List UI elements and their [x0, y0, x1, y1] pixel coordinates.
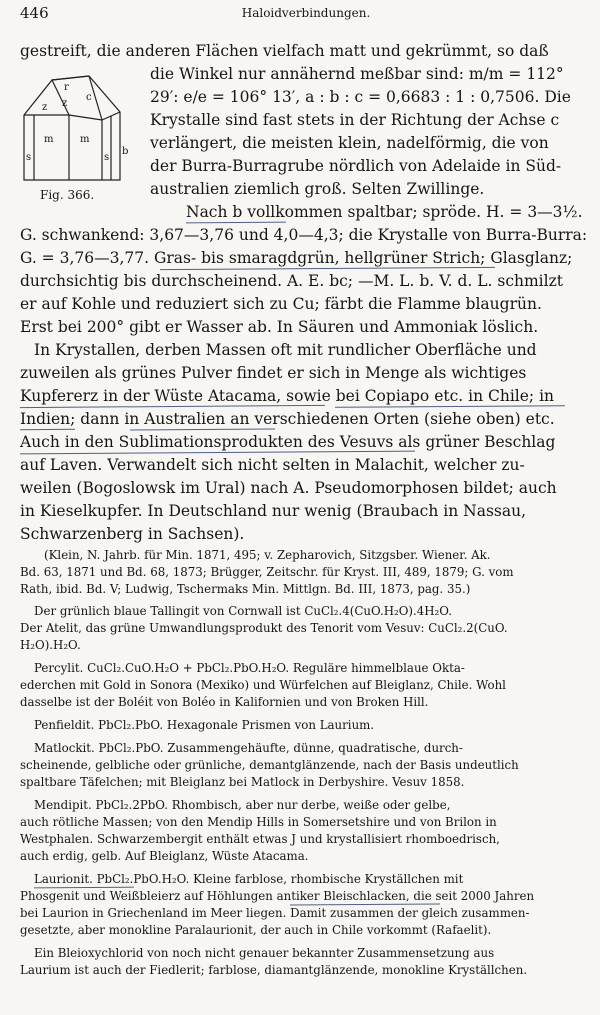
page-header: [20, 4, 592, 24]
face-label-m2: m: [80, 134, 90, 145]
small-text-line: Penfieldit. PbCl₂.PbO. Hexagonale Prismen von Laurium.: [34, 718, 375, 732]
small-text-line: spaltbare Täfelchen; mit Bleiglanz bei Matlock in Derbyshire. Vesuv 1858.: [20, 775, 465, 789]
text-line: Kupfererz in der Wüste Atacama, sowie bei Copiapo etc. in Chile; in: [20, 387, 555, 405]
text-line: G. schwankend: 3,67—3,76 und 4,0—4,3; die Krystalle von Burra-Burra:: [20, 226, 588, 244]
small-text-line: ederchen mit Gold in Sonora (Mexiko) und Würfelchen auf Bleiglanz, Chile. Wohl: [20, 678, 506, 692]
small-text-line: auch rötliche Massen; von den Mendip Hills in Somersetshire und von Brilon in: [20, 815, 497, 829]
crystal-drawing: [14, 70, 134, 188]
small-text-line: Laurionit. PbCl₂.PbO.H₂O. Kleine farblose, rhombische Kryställchen mit: [34, 872, 464, 886]
small-text-line: Der grünlich blaue Tallingit von Cornwall ist CuCl₂.4(CuO.H₂O).4H₂O.: [34, 604, 452, 618]
face-label-z2: z: [62, 98, 68, 109]
running-title: Haloidverbindungen.: [241, 6, 371, 20]
small-text-line: Laurium ist auch der Fiedlerit; farblose, diamantglänzende, monokline Kryställchen.: [20, 963, 528, 977]
page-number: 446: [20, 4, 49, 22]
reference-line: (Klein, N. Jahrb. für Min. 1871, 495; v. Zepharovich, Sitzgsber. Wiener. Ak.: [44, 548, 491, 562]
text-line: Schwarzenberg in Sachsen).: [20, 525, 245, 543]
small-text-line: Mendipit. PbCl₂.2PbO. Rhombisch, aber nur derbe, weiße oder gelbe,: [34, 798, 451, 812]
pencil-underline: [20, 429, 75, 430]
text-line: Erst bei 200° gibt er Wasser ab. In Säuren und Ammoniak löslich.: [20, 318, 539, 336]
pencil-underline: [186, 222, 286, 224]
text-line: verlängert, die meisten klein, nadelförmig, die von: [150, 134, 549, 152]
small-text-line: gesetzte, aber monokline Paralaurionit, der auch in Chile vorkommt (Rafaelit).: [20, 923, 492, 937]
text-line: In Krystallen, derben Massen oft mit rundlicher Oberfläche und: [34, 341, 537, 359]
text-line: Indien; dann in Australien an verschiedenen Orten (siehe oben) etc.: [20, 410, 555, 428]
pencil-underline: [335, 405, 565, 408]
text-line: weilen (Bogoslowsk im Ural) nach A. Pseudomorphosen bildet; auch: [20, 479, 557, 497]
text-line: gestreift, die anderen Flächen vielfach matt und gekrümmt, so daß: [20, 42, 549, 60]
text-line: Krystalle sind fast stets in der Richtung der Achse c: [150, 111, 560, 129]
text-line: er auf Kohle und reduziert sich zu Cu; färbt die Flamme blaugrün.: [20, 295, 542, 313]
small-text-line: dasselbe ist der Boléit von Boléo in Kalifornien und von Broken Hill.: [20, 695, 429, 709]
figure-caption: Fig. 366.: [40, 188, 95, 202]
small-text-line: Ein Bleioxychlorid von noch nicht genauer bekannter Zusammensetzung aus: [34, 946, 495, 960]
text-line: Nach b vollkommen spaltbar; spröde. H. = 3—3½.: [186, 203, 583, 221]
text-line: in Kieselkupfer. In Deutschland nur wenig (Braubach in Nassau,: [20, 502, 527, 520]
small-text-line: Westphalen. Schwarzembergit enthält etwas J und krystallisiert rhomboedrisch,: [20, 832, 500, 846]
reference-line: Rath, ibid. Bd. V; Ludwig, Tschermaks Min. Mittlgn. Bd. III, 1873, pag. 35.): [20, 582, 471, 596]
reference-line: Bd. 63, 1871 und Bd. 68, 1873; Brügger, Zeitschr. für Kryst. III, 489, 1879; G. vom: [20, 565, 514, 579]
face-label-b: b: [122, 146, 129, 157]
pencil-underline: [130, 428, 275, 430]
text-line: zuweilen als grünes Pulver findet er sich in Menge als wichtiges: [20, 364, 527, 382]
small-text-line: Percylit. CuCl₂.CuO.H₂O + PbCl₂.PbO.H₂O. Reguläre himmelblaue Okta-: [34, 661, 465, 675]
face-label-r: r: [64, 82, 69, 93]
text-line: G. = 3,76—3,77. Gras- bis smaragdgrün, hellgrüner Strich; Glasglanz;: [20, 249, 573, 267]
text-line: durchsichtig bis durchscheinend. A. E. bc; —M. L. b. V. d. L. schmilzt: [20, 272, 563, 290]
text-line: die Winkel nur annähernd meßbar sind: m/m = 112°: [150, 65, 564, 83]
text-line: 29′: e/e = 106° 13′, a : b : c = 0,6683 : 1 : 0,7506. Die: [150, 88, 571, 106]
text-line: Auch in den Sublimationsprodukten des Vesuvs als grüner Beschlag: [20, 433, 556, 451]
face-label-m1: m: [44, 134, 54, 145]
small-text-line: bei Laurion in Griechenland im Meer liegen. Damit zusammen der gleich zusammen-: [20, 906, 530, 920]
text-line: auf Laven. Verwandelt sich nicht selten in Malachit, welcher zu-: [20, 456, 525, 474]
face-label-c: c: [86, 92, 92, 103]
small-text-line: Phosgenit und Weißbleierz auf Höhlungen antiker Bleischlacken, die seit 2000 Jahren: [20, 889, 535, 903]
small-text-line: H₂O).H₂O.: [20, 638, 81, 652]
small-text-line: Der Atelit, das grüne Umwandlungsprodukt des Tenorit vom Vesuv: CuCl₂.2(CuO.: [20, 621, 508, 635]
text-line: australien ziemlich groß. Selten Zwillinge.: [150, 180, 485, 198]
face-label-s1: s: [26, 152, 32, 163]
face-label-z1: z: [42, 102, 48, 113]
small-text-line: auch erdig, gelb. Auf Bleiglanz, Wüste Atacama.: [20, 849, 309, 863]
small-text-line: Matlockit. PbCl₂.PbO. Zusammengehäufte, dünne, quadratische, durch-: [34, 741, 463, 755]
text-line: der Burra-Burragrube nördlich von Adelaide in Süd-: [150, 157, 562, 175]
face-label-s2: s: [104, 152, 110, 163]
small-text-line: scheinende, gelbliche oder grünliche, demantglänzende, nach der Basis undeutlich: [20, 758, 519, 772]
